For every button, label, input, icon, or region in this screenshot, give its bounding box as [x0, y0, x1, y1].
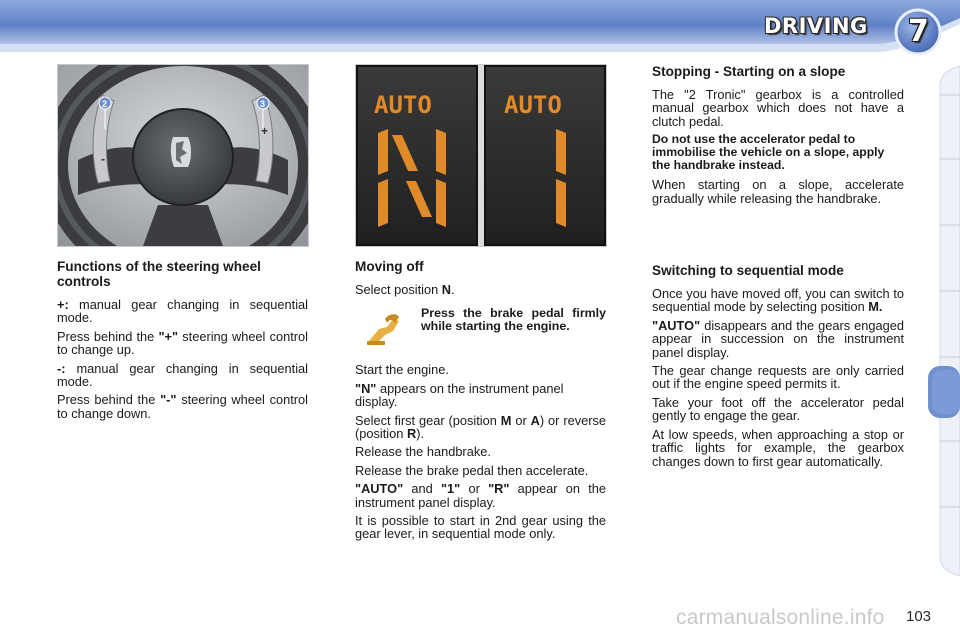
minus-description — [57, 362, 308, 389]
section-steering-controls — [57, 259, 308, 425]
brake-warning-text: Press the brake pedal firmly while starting the engine. — [421, 306, 606, 334]
gear-change-limit: The gear change requests are only carried out if the engine speed permits it. — [652, 363, 904, 392]
first-gear-step — [355, 414, 606, 441]
second-gear-note: It is possible to start in 2nd gear using the gear lever, in sequential mode only. — [355, 513, 606, 542]
plus-description — [57, 298, 308, 325]
minus-press-text-b: steering wheel control to change down. — [57, 392, 308, 421]
auto-or: or — [460, 481, 489, 497]
position-r-key: R — [406, 426, 417, 442]
start-engine-step: Start the engine. — [355, 362, 449, 378]
thumb-tabs-graphic — [926, 66, 960, 576]
r-key: "R" — [488, 481, 510, 497]
section-title-stopping-slope: Stopping - Starting on a slope — [652, 64, 846, 79]
position-m-key: M — [500, 412, 512, 428]
section-title-moving-off: Moving off — [355, 259, 424, 274]
position-a-key: A — [530, 412, 540, 428]
select-n-instruction — [355, 283, 606, 296]
minus-key: -: — [57, 360, 66, 376]
plus-key: +: — [57, 297, 69, 312]
sequential-intro-text: Once you have moved off, you can switch to sequential mode by selecting position — [652, 286, 904, 315]
first-gear-or: or — [511, 412, 531, 428]
chapter-header — [0, 0, 960, 58]
minus-text: manual gear changing in sequential mode. — [57, 360, 308, 390]
minus-press-key: "-" — [160, 392, 177, 408]
slope-start-instruction: When starting on a slope, accelerate gradually while releasing the handbrake. — [652, 177, 904, 206]
plus-paddle-mark: + — [261, 124, 269, 138]
plus-press-text-b: steering wheel control to change up. — [57, 328, 308, 358]
auto-and: and — [403, 481, 441, 497]
one-key: "1" — [440, 481, 461, 497]
n-key: "N" — [355, 380, 377, 396]
first-gear-text-a: Select first gear (position — [355, 412, 501, 428]
auto-label-right: AUTO — [504, 91, 562, 119]
callout-2: 2 — [102, 99, 108, 109]
minus-press-text-a: Press behind the — [57, 392, 161, 408]
instrument-display-photo — [355, 64, 607, 247]
auto-display-step — [355, 482, 606, 509]
watermark: carmanualsonline.info — [676, 606, 885, 629]
steering-wheel-illustration — [58, 65, 308, 246]
first-gear-text-c: ). — [416, 426, 425, 442]
foot-on-pedal-icon — [365, 311, 405, 347]
plus-text: manual gear changing in sequential mode. — [57, 297, 308, 326]
release-brake-step: Release the brake pedal then accelerate. — [355, 462, 589, 478]
chapter-thumb-tabs[interactable] — [926, 66, 960, 576]
foot-off-accelerator: Take your foot off the accelerator pedal gently to engage the gear. — [652, 394, 904, 424]
section-title-steering-controls: Functions of the steering wheel controls — [57, 259, 261, 289]
accelerator-warning: Do not use the accelerator pedal to immobilise the vehicle on a slope, apply the handbrake instead. — [652, 132, 885, 173]
position-m-key-seq: M. — [868, 299, 883, 315]
brake-warning — [355, 307, 606, 347]
first-gear-text-b: ) or reverse (position — [355, 412, 607, 442]
chapter-title: DRIVING — [764, 14, 868, 38]
chapter-number-badge: 7 — [908, 14, 929, 49]
callout-3: 3 — [260, 99, 266, 109]
auto-disappears — [652, 319, 904, 359]
plus-press-text-a: Press behind the — [57, 328, 159, 344]
auto-key-seq: "AUTO" — [652, 317, 701, 333]
plus-press-key: "+" — [158, 328, 179, 344]
select-text-b: . — [451, 282, 455, 297]
gear-display-illustration — [356, 65, 606, 246]
plus-instruction — [57, 330, 308, 357]
n-text: appears on the instrument panel display. — [355, 380, 564, 410]
sequential-intro — [652, 287, 904, 314]
low-speed-note: At low speeds, when approaching a stop or traffic lights for example, the gearbox changes down to first gear automatically. — [652, 426, 904, 469]
release-handbrake-step: Release the handbrake. — [355, 444, 491, 460]
select-key-n: N — [441, 282, 452, 297]
gearbox-intro: The "2 Tronic" gearbox is a controlled manual gearbox which does not have a clutch pedal. — [652, 87, 904, 129]
select-text-a: Select position — [355, 282, 442, 297]
section-title-sequential-mode: Switching to sequential mode — [652, 263, 844, 279]
page-number: 103 — [906, 608, 932, 625]
auto-disappears-text: disappears and the gears engaged appear in succession on the instrument panel display. — [652, 317, 904, 360]
auto-key: "AUTO" — [355, 481, 404, 497]
auto-text: appear on the instrument panel display. — [355, 481, 606, 510]
minus-instruction — [57, 393, 308, 420]
section-right-column — [652, 64, 904, 473]
steering-wheel-photo — [57, 64, 309, 247]
minus-paddle-mark: - — [101, 152, 105, 166]
auto-label-left: AUTO — [374, 91, 432, 119]
section-moving-off — [355, 259, 606, 546]
n-display-step — [355, 382, 606, 409]
